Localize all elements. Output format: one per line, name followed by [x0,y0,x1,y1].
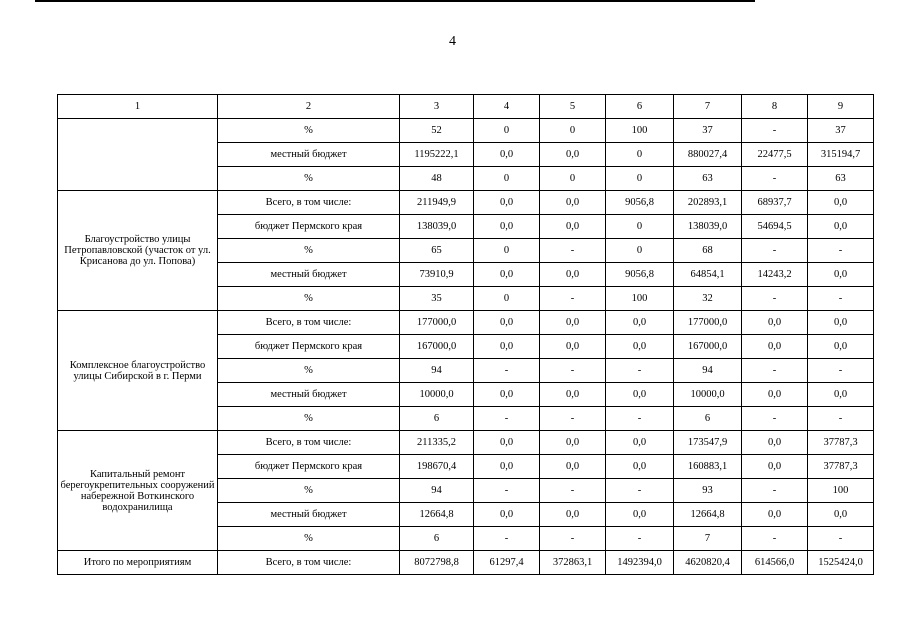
value-cell: - [606,479,674,503]
value-cell: 1195222,1 [400,143,474,167]
value-cell: 0,0 [474,431,540,455]
value-cell: 0,0 [540,263,606,287]
indicator-cell: % [218,479,400,503]
value-cell: - [540,407,606,431]
value-cell: 138039,0 [400,215,474,239]
value-cell: 32 [674,287,742,311]
value-cell: 0,0 [474,455,540,479]
indicator-cell: % [218,359,400,383]
value-cell: 14243,2 [742,263,808,287]
value-cell: 0,0 [606,335,674,359]
value-cell: - [808,287,874,311]
column-header: 5 [540,95,606,119]
indicator-cell: Всего, в том числе: [218,431,400,455]
value-cell: 68937,7 [742,191,808,215]
value-cell: - [540,527,606,551]
value-cell: 73910,9 [400,263,474,287]
value-cell: 0,0 [474,383,540,407]
value-cell: 202893,1 [674,191,742,215]
value-cell: 0,0 [808,383,874,407]
value-cell: - [474,359,540,383]
total-value-cell: 372863,1 [540,551,606,575]
table-body [58,95,874,575]
value-cell: 0 [474,119,540,143]
indicator-cell: % [218,239,400,263]
value-cell: 0 [474,167,540,191]
page-number: 4 [449,34,456,49]
value-cell: 0 [606,239,674,263]
table-row [58,119,874,143]
column-header: 3 [400,95,474,119]
indicator-cell: % [218,119,400,143]
value-cell: - [808,407,874,431]
value-cell: 100 [606,119,674,143]
indicator-cell: % [218,287,400,311]
table-row [58,311,874,335]
value-cell: - [808,359,874,383]
value-cell: 0 [606,167,674,191]
value-cell: 37 [808,119,874,143]
value-cell: 63 [808,167,874,191]
value-cell: 0,0 [474,263,540,287]
value-cell: 0,0 [540,143,606,167]
value-cell: 167000,0 [674,335,742,359]
value-cell: 177000,0 [400,311,474,335]
value-cell: 54694,5 [742,215,808,239]
value-cell: 0,0 [742,311,808,335]
value-cell: 0,0 [474,191,540,215]
value-cell: 0,0 [742,335,808,359]
value-cell: 0,0 [808,335,874,359]
value-cell: 52 [400,119,474,143]
value-cell: 0,0 [808,191,874,215]
event-name-cell: Благоустройство улицы Петропавловской (участок от ул. Крисанова до ул. Попова) [58,191,218,311]
budget-table [57,94,874,575]
value-cell: 0,0 [742,503,808,527]
value-cell: 0,0 [606,311,674,335]
value-cell: 0,0 [606,455,674,479]
indicator-cell: бюджет Пермского края [218,455,400,479]
column-header: 4 [474,95,540,119]
value-cell: 0 [474,287,540,311]
total-label-cell: Итого по мероприятиям [58,551,218,575]
value-cell: 0,0 [540,503,606,527]
column-header: 1 [58,95,218,119]
indicator-cell: местный бюджет [218,263,400,287]
indicator-cell: Всего, в том числе: [218,311,400,335]
value-cell: 94 [400,359,474,383]
value-cell: 37787,3 [808,431,874,455]
total-value-cell: 61297,4 [474,551,540,575]
value-cell: - [606,407,674,431]
value-cell: 64854,1 [674,263,742,287]
value-cell: 37 [674,119,742,143]
indicator-cell: местный бюджет [218,503,400,527]
value-cell: 9056,8 [606,191,674,215]
indicator-cell: местный бюджет [218,143,400,167]
value-cell: 173547,9 [674,431,742,455]
value-cell: 100 [606,287,674,311]
total-value-cell: 614566,0 [742,551,808,575]
value-cell: 160883,1 [674,455,742,479]
value-cell: 65 [400,239,474,263]
value-cell: 0,0 [474,311,540,335]
value-cell: - [474,407,540,431]
total-value-cell: 4620820,4 [674,551,742,575]
header-row [58,95,874,119]
value-cell: 48 [400,167,474,191]
value-cell: - [742,287,808,311]
value-cell: 0,0 [540,383,606,407]
value-cell: 7 [674,527,742,551]
value-cell: 0 [606,215,674,239]
value-cell: 12664,8 [400,503,474,527]
value-cell: 0,0 [540,335,606,359]
value-cell: 177000,0 [674,311,742,335]
value-cell: 6 [400,527,474,551]
value-cell: 880027,4 [674,143,742,167]
value-cell: 0,0 [808,503,874,527]
value-cell: 22477,5 [742,143,808,167]
value-cell: 0,0 [808,215,874,239]
value-cell: 10000,0 [400,383,474,407]
event-name-cell: Комплексное благоустройство улицы Сибирской в г. Перми [58,311,218,431]
total-value-cell: 1492394,0 [606,551,674,575]
value-cell: 0 [540,167,606,191]
indicator-cell: бюджет Пермского края [218,215,400,239]
event-name-cell: Капитальный ремонт берегоукрепительных сооружений набережной Воткинского водохранилища [58,431,218,551]
total-value-cell: 1525424,0 [808,551,874,575]
indicator-cell: Всего, в том числе: [218,191,400,215]
value-cell: 63 [674,167,742,191]
indicator-cell: бюджет Пермского края [218,335,400,359]
event-name-cell [58,119,218,191]
table-row [58,191,874,215]
column-header: 6 [606,95,674,119]
value-cell: - [742,527,808,551]
total-value-cell: 8072798,8 [400,551,474,575]
value-cell: 93 [674,479,742,503]
value-cell: 0,0 [606,503,674,527]
table-row [58,431,874,455]
value-cell: 0,0 [540,431,606,455]
value-cell: 0,0 [474,143,540,167]
value-cell: 0,0 [474,335,540,359]
value-cell: 0,0 [540,215,606,239]
value-cell: 12664,8 [674,503,742,527]
value-cell: - [742,359,808,383]
column-header: 7 [674,95,742,119]
value-cell: 9056,8 [606,263,674,287]
value-cell: - [540,479,606,503]
value-cell: - [606,527,674,551]
total-row [58,551,874,575]
value-cell: - [606,359,674,383]
value-cell: 37787,3 [808,455,874,479]
column-header: 9 [808,95,874,119]
indicator-cell: % [218,527,400,551]
value-cell: 94 [400,479,474,503]
value-cell: 0 [474,239,540,263]
value-cell: 6 [674,407,742,431]
value-cell: 315194,7 [808,143,874,167]
value-cell: 0 [606,143,674,167]
value-cell: - [540,287,606,311]
value-cell: 94 [674,359,742,383]
column-header: 2 [218,95,400,119]
value-cell: 100 [808,479,874,503]
value-cell: - [540,239,606,263]
top-rule [35,0,755,2]
value-cell: 138039,0 [674,215,742,239]
value-cell: - [540,359,606,383]
indicator-cell: местный бюджет [218,383,400,407]
value-cell: 0,0 [808,311,874,335]
value-cell: 10000,0 [674,383,742,407]
value-cell: 0,0 [606,383,674,407]
indicator-cell: Всего, в том числе: [218,551,400,575]
value-cell: 198670,4 [400,455,474,479]
value-cell: - [808,239,874,263]
value-cell: 68 [674,239,742,263]
value-cell: - [474,527,540,551]
value-cell: - [742,119,808,143]
value-cell: 0,0 [808,263,874,287]
value-cell: 0,0 [742,455,808,479]
value-cell: 0,0 [540,455,606,479]
value-cell: 0,0 [606,431,674,455]
value-cell: - [742,479,808,503]
value-cell: 211949,9 [400,191,474,215]
value-cell: 6 [400,407,474,431]
value-cell: 0,0 [540,191,606,215]
value-cell: 0,0 [474,503,540,527]
value-cell: 35 [400,287,474,311]
indicator-cell: % [218,167,400,191]
value-cell: 0,0 [742,383,808,407]
value-cell: 0,0 [540,311,606,335]
value-cell: - [742,239,808,263]
value-cell: 0,0 [474,215,540,239]
value-cell: - [742,407,808,431]
value-cell: - [742,167,808,191]
column-header: 8 [742,95,808,119]
value-cell: 0,0 [742,431,808,455]
value-cell: 211335,2 [400,431,474,455]
indicator-cell: % [218,407,400,431]
value-cell: - [474,479,540,503]
value-cell: - [808,527,874,551]
value-cell: 0 [540,119,606,143]
value-cell: 167000,0 [400,335,474,359]
